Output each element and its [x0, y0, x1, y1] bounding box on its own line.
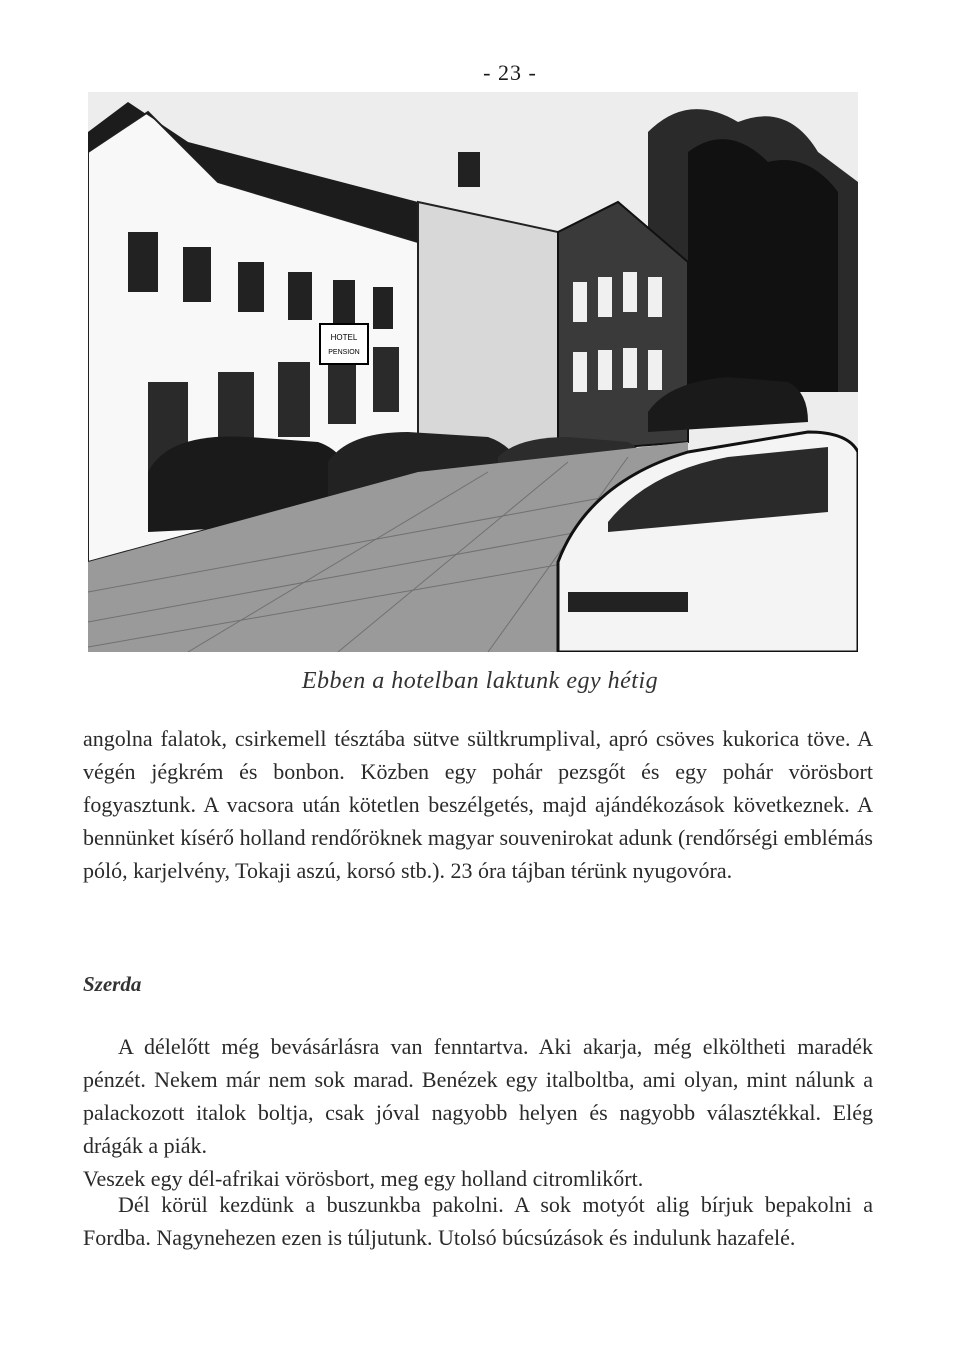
- paragraph-departure-text: Dél körül kezdünk a buszunkba pakolni. A sok motyót alig bírjuk bepakolni a Fordba. Nagynehezen ezen is túljutunk. Utolsó búcsúzások és indulunk hazafelé.: [83, 1192, 873, 1250]
- paragraph-shopping-continued: Veszek egy dél-afrikai vörösbort, meg egy holland citromlikőrt.: [83, 1166, 644, 1191]
- paragraph-departure: [83, 1188, 873, 1254]
- paragraph-dinner-text: angolna falatok, csirkemell tésztába sütve sültkrumplival, apró csöves kukorica töve. A végén jégkrém és bonbon. Közben egy pohár pezsgőt és egy pohár vörösbort fogyasztunk. A vacsora után kötetlen beszélgetés, majd ajándékozások következnek. A bennünket kísérő holland rendőröknek magyar souvenirokat adunk (rendőrségi emblémás póló, karjelvény, Tokaji aszú, korsó stb.). 23 óra tájban térünk nyugovóra.: [83, 726, 873, 883]
- paragraph-shopping: [83, 1030, 873, 1195]
- sign-line-2: PENSION: [328, 349, 360, 356]
- photo-illustration: [88, 92, 858, 652]
- hotel-street-photo: [88, 92, 858, 652]
- sign-line-1: HOTEL: [330, 333, 358, 342]
- paragraph-dinner: [83, 722, 873, 887]
- photo-caption: Ebben a hotelban laktunk egy hétig: [301, 668, 659, 694]
- section-heading-wednesday: Szerda: [83, 972, 142, 996]
- paragraph-shopping-text: A délelőtt még bevásárlásra van fenntartva. Aki akarja, még elköltheti maradék pénzét. Nekem már nem sok marad. Benézek egy italboltba, ami olyan, mint nálunk a palackozott italok boltja, csak jóval nagyobb helyen és nagyobb választékkal. Elég drágák a piák.: [83, 1034, 873, 1158]
- page-number: - 23 -: [483, 60, 537, 85]
